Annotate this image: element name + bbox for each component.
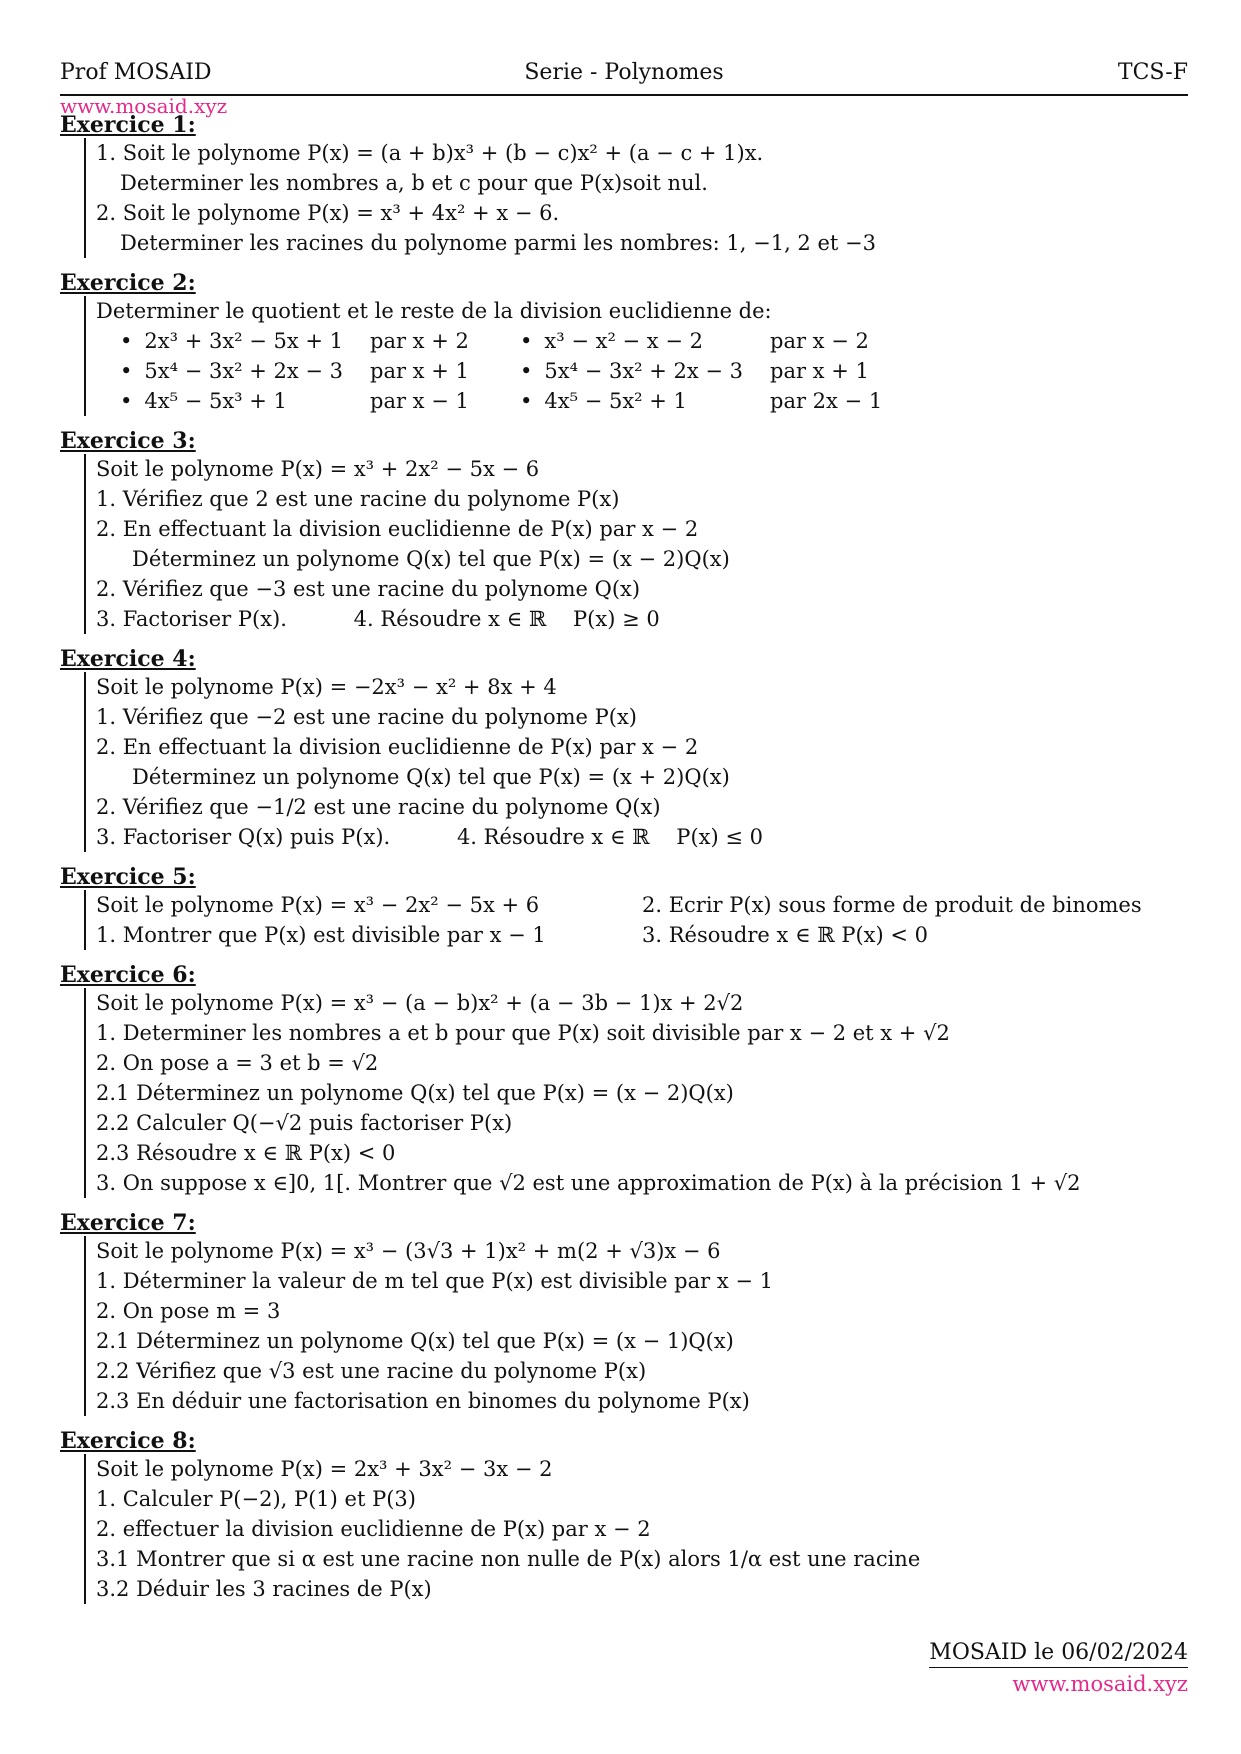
exercise-body — [84, 454, 1188, 634]
list-item-polynomial: • 5x⁴ − 3x² + 2x − 3 — [120, 356, 370, 386]
exercise-7 — [60, 1210, 1188, 1416]
exercise-line: 2.2 Vérifiez que √3 est une racine du polynome P(x) — [96, 1359, 647, 1383]
exercise-line: 1. Vérifiez que −2 est une racine du polynome P(x) — [96, 705, 637, 729]
exercise-title: Exercice 3: — [60, 428, 196, 454]
exercise-6 — [60, 962, 1188, 1198]
exercise-line: 1. Determiner les nombres a et b pour que P(x) soit divisible par x − 2 et x + √2 — [96, 1021, 950, 1045]
exercise-title: Exercice 4: — [60, 646, 196, 672]
division-list — [120, 326, 1188, 416]
exercise-body — [84, 1454, 1188, 1604]
exercise-line: 2.1 Déterminez un polynome Q(x) tel que P(x) = (x − 1)Q(x) — [96, 1329, 734, 1353]
exercise-line: Soit le polynome P(x) = −2x³ − x² + 8x + 4 — [96, 675, 557, 699]
exercise-line: 2.3 Résoudre x ∈ ℝ P(x) < 0 — [96, 1141, 396, 1165]
exercise-line: 1. Calculer P(−2), P(1) et P(3) — [96, 1487, 416, 1511]
exercise-line: 3.2 Déduir les 3 racines de P(x) — [96, 1577, 432, 1601]
exercise-body — [84, 296, 1188, 416]
footer-signature: MOSAID le 06/02/2024 — [929, 1640, 1188, 1668]
exercise-title: Exercice 6: — [60, 962, 196, 988]
exercise-line: Soit le polynome P(x) = x³ + 2x² − 5x − 6 — [96, 457, 540, 481]
list-item-divisor: par 2x − 1 — [770, 389, 883, 413]
exercise-title: Exercice 1: — [60, 112, 196, 138]
exercise-line: 2. Vérifiez que −3 est une racine du polynome Q(x) — [96, 577, 641, 601]
exercise-line: 2. Ecrir P(x) sous forme de produit de binomes — [642, 893, 1142, 917]
page-footer — [929, 1640, 1188, 1696]
exercise-3 — [60, 428, 1188, 634]
exercise-line: 2.3 En déduir une factorisation en binomes du polynome P(x) — [96, 1389, 750, 1413]
header-site-link[interactable]: www.mosaid.xyz — [60, 94, 228, 118]
exercise-line: 2. On pose m = 3 — [96, 1299, 281, 1323]
exercise-line: 3. Factoriser Q(x) puis P(x). 4. Résoudre x ∈ ℝ P(x) ≤ 0 — [96, 825, 763, 849]
list-item-divisor: par x + 1 — [770, 359, 869, 383]
exercise-line: Determiner le quotient et le reste de la division euclidienne de: — [96, 299, 772, 323]
exercise-line: 2.1 Déterminez un polynome Q(x) tel que P(x) = (x − 2)Q(x) — [96, 1081, 734, 1105]
exercise-line: 2. On pose a = 3 et b = √2 — [96, 1051, 379, 1075]
exercise-line: 3. On suppose x ∈]0, 1[. Montrer que √2 est une approximation de P(x) à la précision 1 + √2 — [96, 1171, 1081, 1195]
exercise-line: 2.2 Calculer Q(−√2 puis factoriser P(x) — [96, 1111, 513, 1135]
exercise-8 — [60, 1428, 1188, 1604]
list-item-divisor: par x − 1 — [370, 389, 469, 413]
exercise-title: Exercice 7: — [60, 1210, 196, 1236]
exercise-line: 2. Soit le polynome P(x) = x³ + 4x² + x − 6. — [96, 201, 560, 225]
exercise-line: 3.1 Montrer que si α est une racine non nulle de P(x) alors 1/α est une racine — [96, 1547, 921, 1571]
list-item-polynomial: • 4x⁵ − 5x³ + 1 — [120, 386, 370, 416]
exercise-line: Soit le polynome P(x) = x³ − (3√3 + 1)x² + m(2 + √3)x − 6 — [96, 1239, 721, 1263]
exercise-line: 1. Soit le polynome P(x) = (a + b)x³ + (b − c)x² + (a − c + 1)x. — [96, 141, 764, 165]
exercise-line: 2. Vérifiez que −1/2 est une racine du polynome Q(x) — [96, 795, 661, 819]
exercise-body — [84, 138, 1188, 258]
exercise-line: Soit le polynome P(x) = 2x³ + 3x² − 3x − 2 — [96, 1457, 553, 1481]
footer-site-link[interactable]: www.mosaid.xyz — [1012, 1672, 1188, 1696]
exercise-line: 2. En effectuant la division euclidienne de P(x) par x − 2 — [96, 517, 699, 541]
list-item-divisor: par x + 1 — [370, 359, 469, 383]
header-class: TCS-F — [1117, 60, 1188, 85]
list-item-divisor: par x + 2 — [370, 329, 469, 353]
header-title: Serie - Polynomes — [524, 60, 724, 85]
exercise-body — [84, 672, 1188, 852]
exercise-body — [84, 890, 1188, 950]
right-column — [642, 890, 1188, 950]
exercise-body — [84, 1236, 1188, 1416]
exercise-title: Exercice 5: — [60, 864, 196, 890]
exercise-line: Determiner les racines du polynome parmi les nombres: 1, −1, 2 et −3 — [120, 231, 876, 255]
exercises — [60, 112, 1188, 1616]
exercise-line: Soit le polynome P(x) = x³ − 2x² − 5x + 6 — [96, 893, 540, 917]
page-header — [60, 60, 1188, 96]
exercise-line: 2. effectuer la division euclidienne de P(x) par x − 2 — [96, 1517, 651, 1541]
list-item-divisor: par x − 2 — [770, 329, 869, 353]
exercise-line: 1. Déterminer la valeur de m tel que P(x) est divisible par x − 1 — [96, 1269, 773, 1293]
list-item-polynomial: • x³ − x² − x − 2 — [520, 326, 770, 356]
exercise-body — [84, 988, 1188, 1198]
exercise-title: Exercice 2: — [60, 270, 196, 296]
list-item-polynomial: • 2x³ + 3x² − 5x + 1 — [120, 326, 370, 356]
exercise-line: Determiner les nombres a, b et c pour que P(x)soit nul. — [120, 171, 708, 195]
exercise-2 — [60, 270, 1188, 416]
exercise-line: Déterminez un polynome Q(x) tel que P(x) = (x − 2)Q(x) — [132, 547, 730, 571]
header-author: Prof MOSAID — [60, 60, 212, 85]
exercise-line: 2. En effectuant la division euclidienne de P(x) par x − 2 — [96, 735, 699, 759]
exercise-title: Exercice 8: — [60, 1428, 196, 1454]
left-column — [96, 890, 642, 950]
list-item-polynomial: • 5x⁴ − 3x² + 2x − 3 — [520, 356, 770, 386]
exercise-line: 1. Vérifiez que 2 est une racine du polynome P(x) — [96, 487, 620, 511]
exercise-line: Déterminez un polynome Q(x) tel que P(x) = (x + 2)Q(x) — [132, 765, 730, 789]
exercise-line: 3. Résoudre x ∈ ℝ P(x) < 0 — [642, 923, 929, 947]
exercise-1 — [60, 112, 1188, 258]
exercise-line: 3. Factoriser P(x). 4. Résoudre x ∈ ℝ P(x) ≥ 0 — [96, 607, 660, 631]
exercise-line: 1. Montrer que P(x) est divisible par x − 1 — [96, 923, 546, 947]
list-item-polynomial: • 4x⁵ − 5x² + 1 — [520, 386, 770, 416]
exercise-4 — [60, 646, 1188, 852]
exercise-line: Soit le polynome P(x) = x³ − (a − b)x² + (a − 3b − 1)x + 2√2 — [96, 991, 744, 1015]
exercise-5 — [60, 864, 1188, 950]
